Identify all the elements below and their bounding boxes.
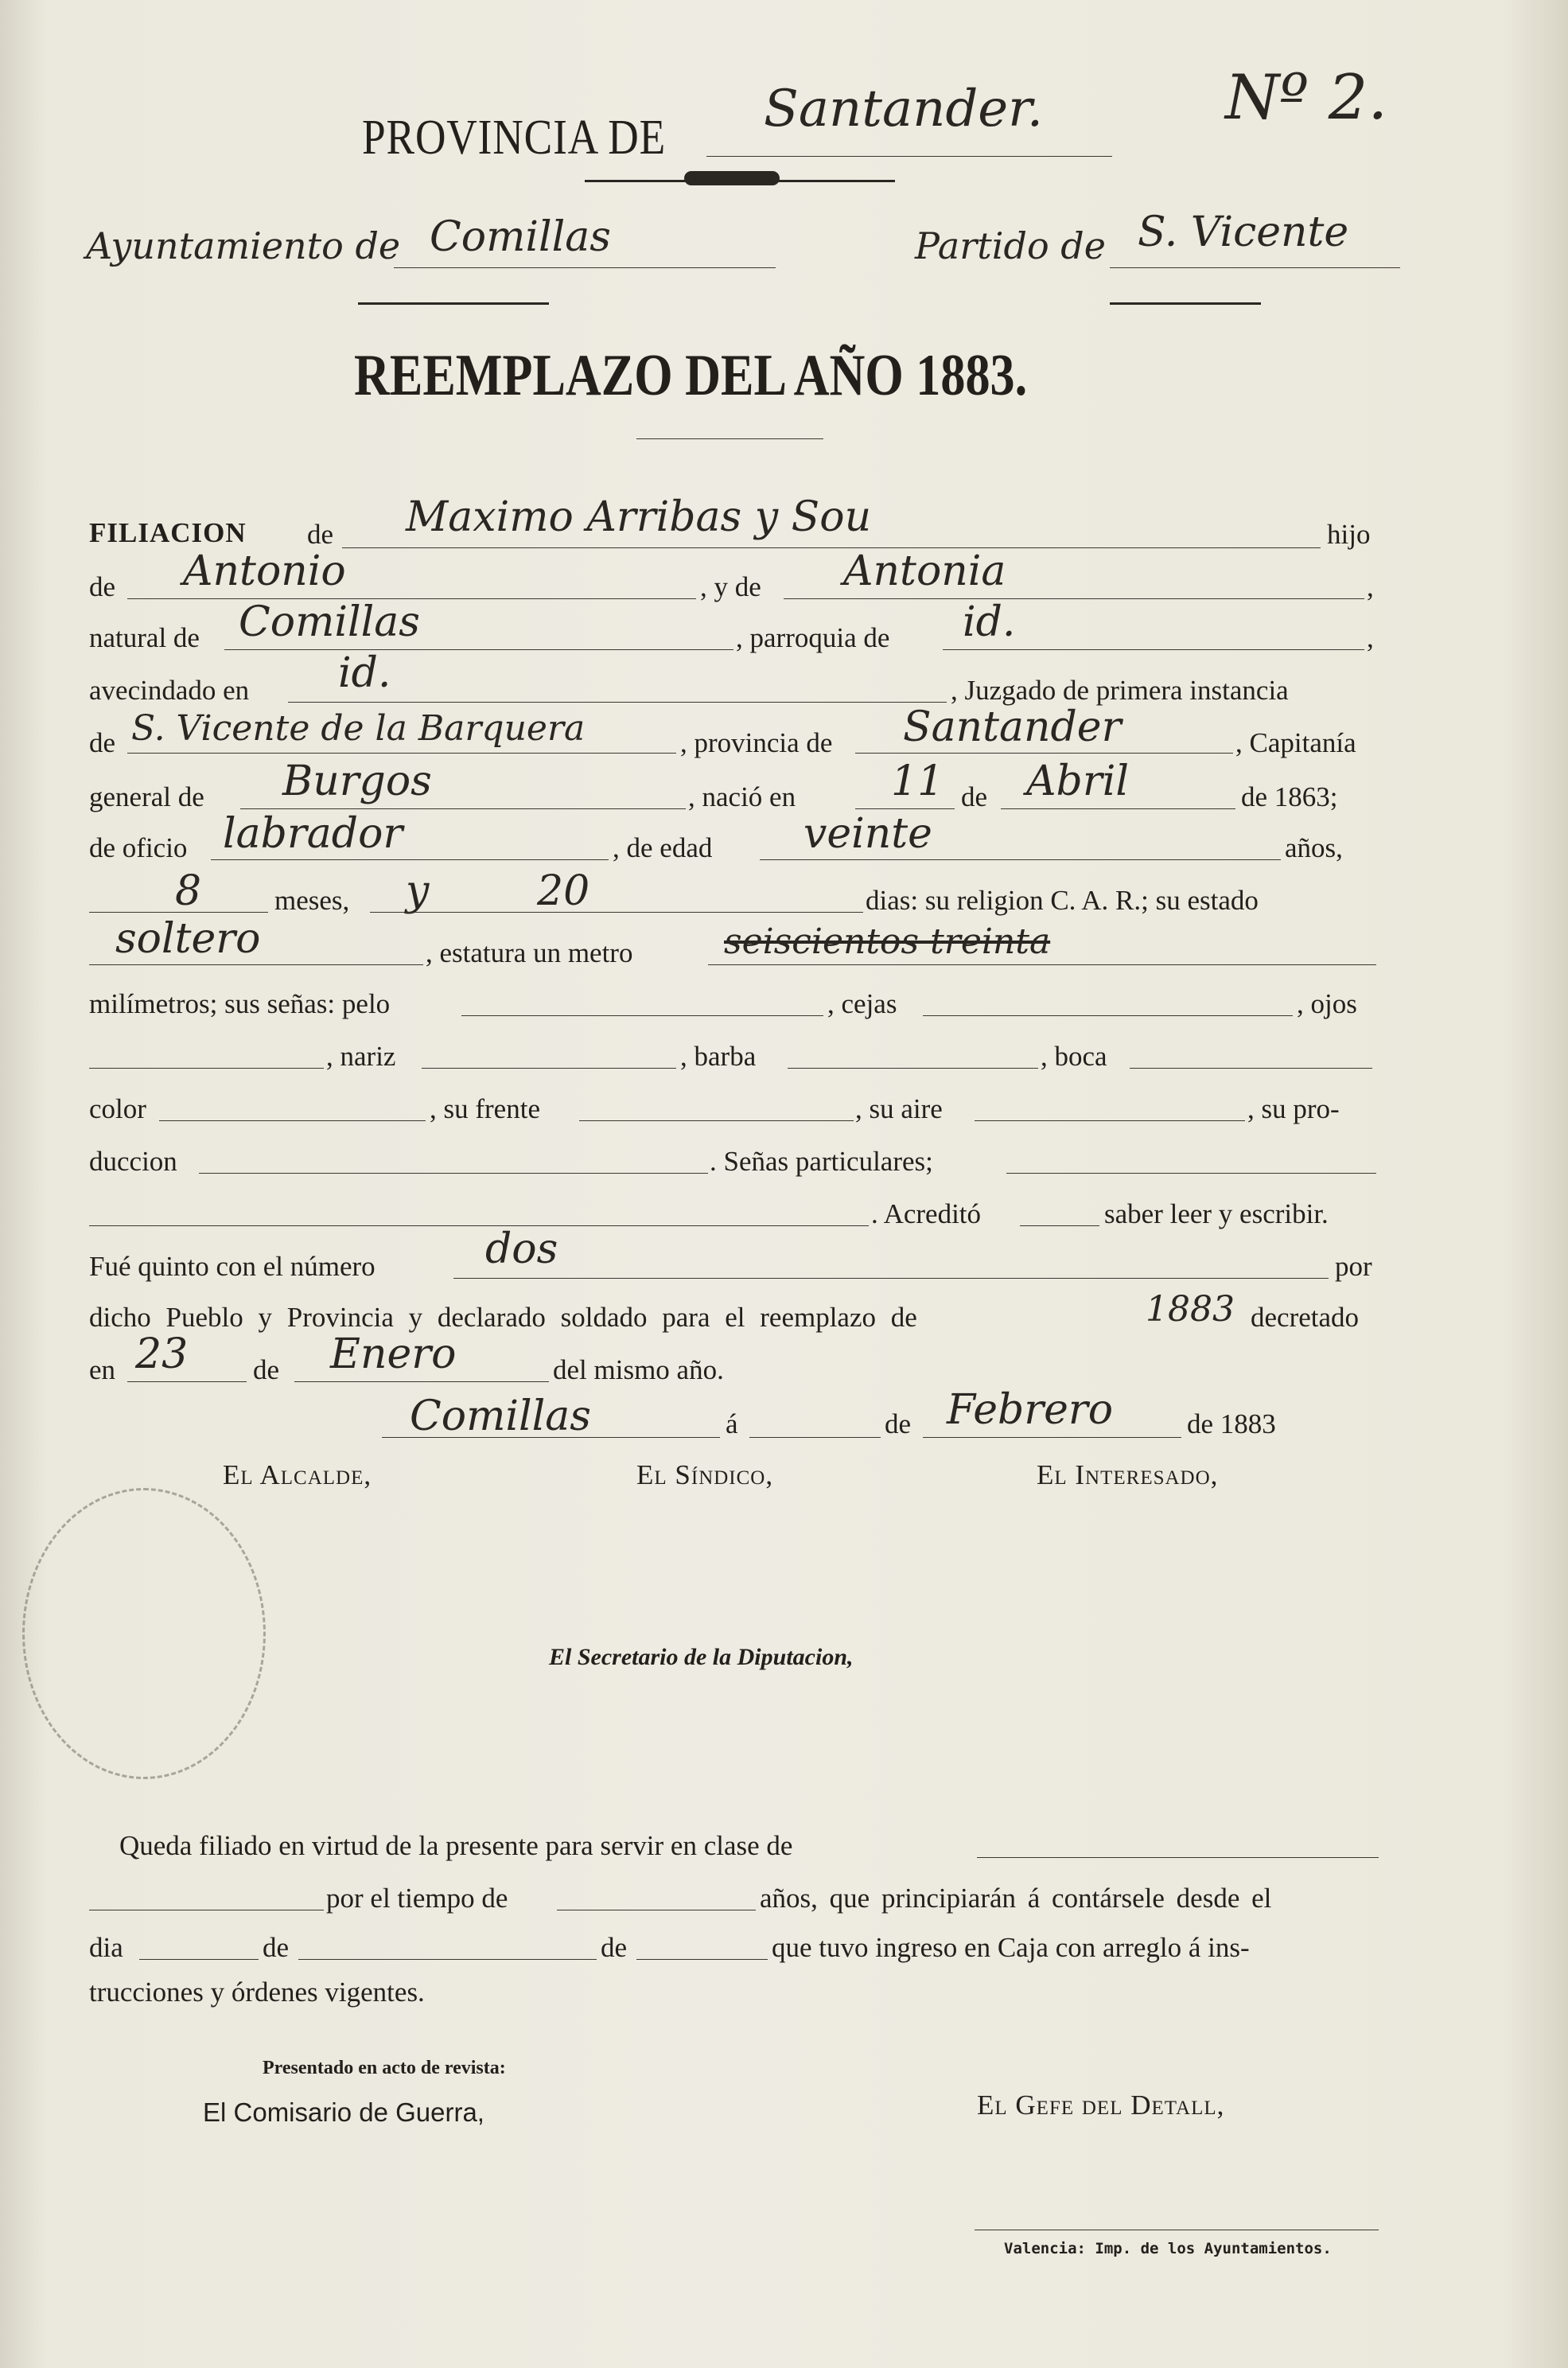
comma-2: , [1367,622,1374,653]
fecha-mes: Febrero [947,1386,1114,1434]
imprenta-label: Valencia: Imp. de los Ayuntamientos. [1004,2240,1332,2257]
color-label: color [89,1093,146,1124]
oficio-value: labrador [223,810,403,858]
meses-value: 8 [175,867,202,915]
color-underline [159,1120,426,1121]
clase-underline [977,1857,1379,1858]
meses-label: meses, [274,885,350,916]
mes-underline [298,1959,597,1960]
boca-underline [1130,1068,1372,1069]
de-label-5: de [253,1354,280,1385]
quinto-value: dos [485,1225,558,1273]
gefe-label: El Gefe del Detall, [977,2090,1225,2121]
en-dia-underline [127,1381,247,1382]
fecha-dia-underline [749,1437,881,1438]
interesado-label: El Interesado, [1037,1459,1219,1490]
frente-underline [579,1120,854,1121]
natural-underline [224,649,733,650]
en-dia: 23 [135,1330,189,1378]
provincia-value: Santander. [764,80,1044,138]
partido-underline [1110,267,1400,268]
estatura-label: , estatura un metro [426,937,633,968]
decretado-label: decretado [1251,1302,1360,1333]
dia-label: dia [89,1932,123,1963]
sindico-label: El Síndico, [636,1459,774,1490]
madre-underline [784,598,1364,599]
dia-underline [139,1959,259,1960]
reemplazo-title: REEMPLAZO DEL AÑO 1883. [354,343,1028,408]
secretario-label: El Secretario de la Diputacion, [549,1644,854,1670]
tiempo-label: por el tiempo de [326,1883,508,1914]
parroquia-value: id. [963,598,1016,646]
official-seal [22,1488,266,1779]
estado-value: soltero [115,915,261,963]
provincia2-label: , provincia de [680,727,833,758]
senas-label: . Señas particulares; [710,1146,933,1177]
anio-underline [636,1959,768,1960]
de-label-b: de [601,1932,628,1963]
ingreso-label: que tuvo ingreso en Caja con arreglo á ins- [772,1932,1250,1963]
pueblo-line: dicho Pueblo y Provincia y declarado soldado para el reemplazo de [89,1302,917,1333]
edad-value: veinte [803,810,932,858]
en-mes: Enero [330,1330,457,1378]
ayuntamiento-rule [358,302,549,305]
provincia-underline [706,156,1112,157]
padre-value: Antonio [183,547,346,595]
leer-label: saber leer y escribir. [1104,1198,1329,1229]
edad-underline [760,859,1281,860]
de-label-4: de [961,781,988,812]
lugar-value: Comillas [410,1392,591,1440]
milimetros-label: milímetros; sus señas: pelo [89,988,391,1019]
lugar-underline [382,1437,720,1438]
trucciones-line: trucciones y órdenes vigentes. [89,1977,425,2008]
estado-underline [89,964,423,965]
general-value: Burgos [282,758,432,805]
ornament-center [684,171,780,185]
ojos-underline [89,1068,324,1069]
ayuntamiento-underline [394,267,776,268]
anio-label: de 1863; [1241,781,1338,812]
provincia2-value: Santander [903,703,1122,751]
senas-underline-2 [89,1225,869,1226]
title-ornament [636,438,823,439]
nariz-label: , nariz [326,1041,396,1072]
provincia2-underline [855,753,1233,754]
produccion-label: duccion [89,1146,177,1177]
anos-label: años, [1285,832,1343,863]
quinto-underline [453,1278,1329,1279]
capitania-label: , Capitanía [1235,727,1356,758]
dias-value: 20 [537,867,590,915]
boca-label: , boca [1041,1041,1107,1072]
ojos-label: , ojos [1297,988,1357,1019]
oficio-label: de oficio [89,832,188,863]
cejas-label: , cejas [827,988,897,1019]
aire-label: , su aire [855,1093,943,1124]
avecindado-label: avecindado en [89,675,250,706]
quinto-label: Fué quinto con el número [89,1251,375,1282]
ayuntamiento-label: Ayuntamiento de [86,224,401,267]
presentado-label: Presentado en acto de revista: [263,2058,506,2078]
de-label-3: de [89,727,116,758]
reemplazo-value: 1883 [1146,1289,1235,1330]
cejas-underline [923,1015,1293,1016]
en-label: en [89,1354,116,1385]
de-label-a: de [263,1932,290,1963]
y-value: y [406,867,430,915]
nacio-mes-underline [1001,808,1235,809]
a-label: á [726,1408,738,1439]
en-mes-underline [294,1381,549,1382]
queda-line: Queda filiado en virtud de la presente para servir en clase de [119,1830,793,1861]
edad-label: , de edad [613,832,713,863]
de-label-2: de [89,571,116,602]
oficio-underline [211,859,609,860]
partido-label: Partido de [915,224,1106,267]
nombre-underline [342,547,1321,548]
general-underline [240,808,686,809]
nombre-value: Maximo Arribas y Sou [406,493,872,541]
y-de-label: , y de [700,571,761,602]
partido-rule [1110,302,1261,305]
natural-value: Comillas [239,598,420,646]
estatura-value: seiscientos treinta [724,921,1051,962]
alcalde-label: El Alcalde, [223,1459,372,1490]
parroquia-underline [943,649,1364,650]
frente-label: , su frente [430,1093,540,1124]
juzgado-value: S. Vicente de la Barquera [131,708,586,749]
juzgado-label: , Juzgado de primera instancia [951,675,1289,706]
acredito-label: . Acreditó [871,1198,982,1229]
meses-underline [89,912,268,913]
document-number: Nº 2. [1225,62,1388,134]
provincia-label: PROVINCIA DE [362,111,667,165]
anos-desde-label: años, que principiarán á contársele desde el [760,1883,1272,1914]
nacio-dia: 11 [891,758,944,805]
nariz-underline [422,1068,676,1069]
general-label: general de [89,781,204,812]
produccion-underline [199,1173,708,1174]
por-label: por [1335,1251,1372,1282]
madre-value: Antonia [843,547,1006,595]
ayuntamiento-value: Comillas [430,213,611,261]
de-label-6: de [885,1408,912,1439]
fecha-anio: de 1883 [1187,1408,1276,1439]
avecindado-underline [288,702,947,703]
partido-value: S. Vicente [1138,208,1349,256]
nacio-label: , nació en [688,781,796,812]
avecindado-value: id. [338,649,391,697]
nacio-dia-underline [855,808,955,809]
barba-label: , barba [680,1041,757,1072]
barba-underline [788,1068,1038,1069]
nacio-mes: Abril [1026,758,1129,805]
filiacion-label: FILIACION [89,517,247,548]
pelo-underline [461,1015,823,1016]
pro-label: , su pro- [1247,1093,1340,1124]
comma-1: , [1367,571,1374,602]
acredito-underline [1020,1225,1099,1226]
juzgado-underline [127,753,676,754]
natural-label: natural de [89,622,200,653]
fecha-mes-underline [923,1437,1181,1438]
aire-underline [975,1120,1245,1121]
estatura-underline [708,964,1376,965]
senas-underline [1006,1173,1376,1174]
dias-label: dias: su religion C. A. R.; su estado [866,885,1259,916]
mismo-label: del mismo año. [553,1354,724,1385]
hijo-label: hijo [1327,519,1371,550]
parroquia-label: , parroquia de [736,622,890,653]
filiacion-de: de [307,519,334,550]
comisario-label: El Comisario de Guerra, [203,2097,484,2127]
dias-underline [370,912,863,913]
